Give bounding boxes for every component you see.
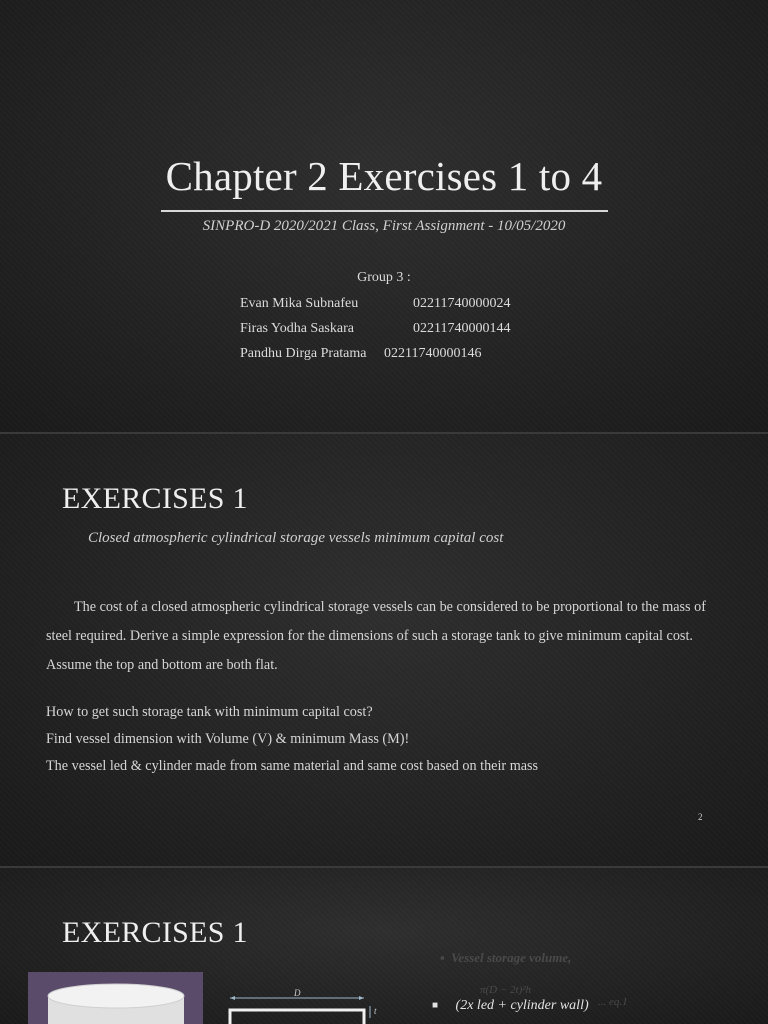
diagram-label-t: t <box>374 1006 377 1016</box>
faded-bullet-text: Vessel storage volume, <box>451 950 572 965</box>
slide-title: EXERCISES 1 <box>62 916 248 949</box>
square-bullet-icon: ■ <box>432 1000 439 1011</box>
problem-text: The cost of a closed atmospheric cylindrical storage vessels can be considered to be proportional to the mass of steel required. Derive a simple expression for the dimensions of such a storage tank to give minimum capital cost. Assume the top and bottom are both flat. <box>46 599 706 673</box>
exercise-slide-continued <box>0 868 768 1024</box>
faded-formula: π(D − 2t)²h <box>480 984 532 996</box>
member-id: 02211740000024 <box>413 296 511 311</box>
bullet-item <box>432 998 589 1014</box>
question-line: The vessel led & cylinder made from same material and same cost based on their mass <box>46 758 539 774</box>
slide-title: EXERCISES 1 <box>62 482 248 515</box>
title-underline <box>161 210 608 212</box>
slide-title: Chapter 2 Exercises 1 to 4 <box>165 153 603 199</box>
member-name: Evan Mika Subnafeu <box>240 296 359 311</box>
slide-subtitle: SINPRO-D 2020/2021 Class, First Assignment - 10/05/2020 <box>202 218 566 234</box>
question-line: Find vessel dimension with Volume (V) & minimum Mass (M)! <box>46 731 410 747</box>
member-name: Pandhu Dirga Pratama <box>240 346 367 361</box>
bullet-text: (2x led + cylinder wall) <box>455 998 589 1013</box>
tank-dimension-diagram <box>224 988 394 1024</box>
diagram-label-d: D <box>294 988 301 998</box>
cylinder-tank-illustration <box>28 972 203 1024</box>
group-label: Group 3 : <box>357 270 411 285</box>
problem-paragraph <box>46 593 722 680</box>
member-id: 02211740000146 <box>384 346 482 361</box>
exercise-slide <box>0 434 768 866</box>
page-number: 2 <box>698 812 703 822</box>
question-line: How to get such storage tank with minimum capital cost? <box>46 704 373 720</box>
member-row <box>240 346 482 362</box>
member-name: Firas Yodha Saskara <box>240 321 354 336</box>
member-row <box>240 321 511 337</box>
slide-subtitle: Closed atmospheric cylindrical storage vessels minimum capital cost <box>88 530 504 546</box>
title-slide <box>0 0 768 432</box>
faded-bullet: ▪ Vessel storage volume, <box>440 950 572 965</box>
member-id: 02211740000144 <box>413 321 511 336</box>
faded-equation-label: ... eq.1 <box>598 996 628 1008</box>
tank-image <box>28 972 203 1024</box>
member-row <box>240 296 511 312</box>
